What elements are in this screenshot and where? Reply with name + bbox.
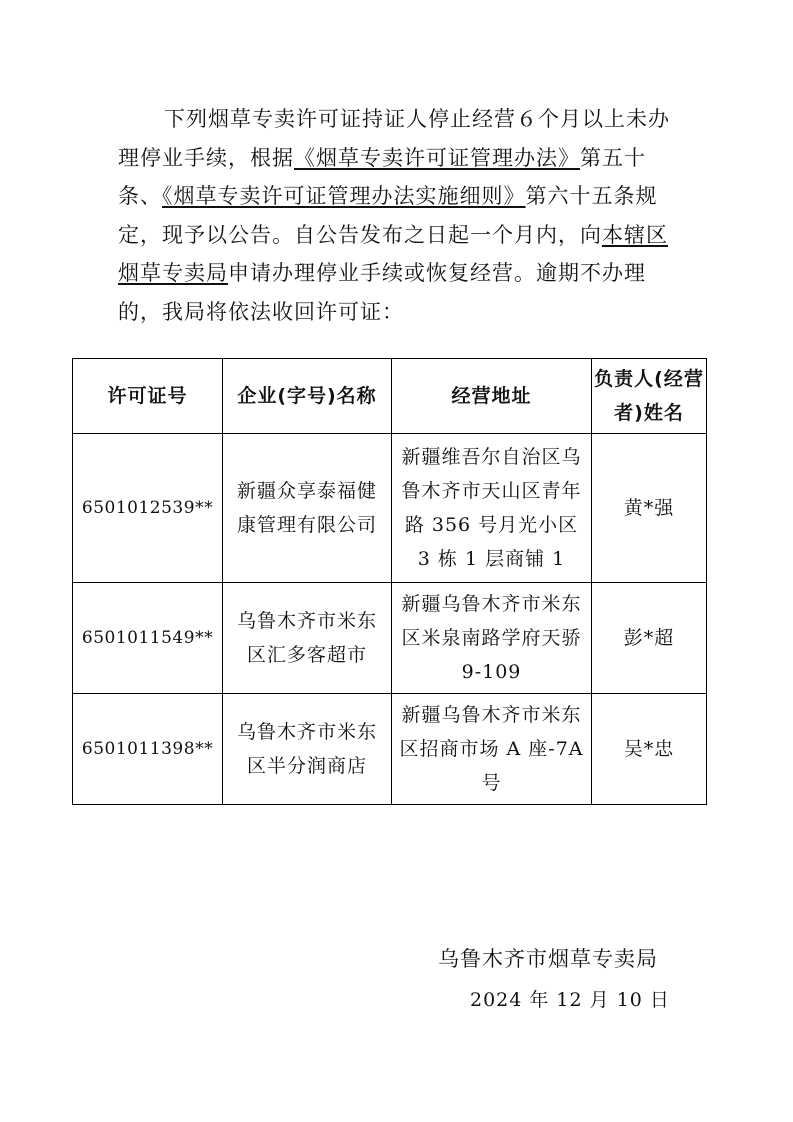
table-row [73,694,707,805]
notice-paragraph [118,100,678,331]
notice-text-1: 下列烟草专卖许可证持证人停止经营６个月以上未办理停业手续，根据 [118,107,670,170]
bureau-reference: 本辖区烟草专卖局 [118,222,668,285]
license-number-cell: 6501012539** [73,434,223,583]
business-name-cell: 新疆众享泰福健康管理有限公司 [223,434,392,583]
license-number-cell: 6501011398** [73,694,223,805]
notice-text-4: 申请办理停业手续或恢复经营。逾期不办理的，我局将依法收回许可证： [118,261,646,324]
header-business-address: 经营地址 [392,359,592,434]
address-cell: 新疆维吾尔自治区乌鲁木齐市天山区青年路 356 号月光小区 3 栋 1 层商铺 1 [392,434,592,583]
regulation-title-1: 《烟草专卖许可证管理办法》 [294,145,580,170]
issuer-name: 乌鲁木齐市烟草专卖局 [438,947,658,971]
notice-text-2: 第五十条、 [118,145,646,208]
person-name-cell: 黄*强 [592,434,707,583]
business-name-cell: 乌鲁木齐市米东区半分润商店 [223,694,392,805]
header-responsible-person: 负责人(经营者)姓名 [592,359,707,434]
regulation-title-2: 《烟草专卖许可证管理办法实施细则》 [162,184,526,208]
header-license-number: 许可证号 [73,359,223,434]
header-business-name: 企业(字号)名称 [223,359,392,434]
business-name-cell: 乌鲁木齐市米东区汇多客超市 [223,583,392,694]
person-name-cell: 彭*超 [592,583,707,694]
table-row [73,583,707,694]
notice-text-3: 第六十五条规定，现予以公告。自公告发布之日起一个月内，向 [118,184,658,247]
license-number-cell: 6501011549** [73,583,223,694]
table-row [73,434,707,583]
address-cell: 新疆乌鲁木齐市米东区米泉南路学府天骄 9-109 [392,583,592,694]
address-cell: 新疆乌鲁木齐市米东区招商市场 A 座-7A 号 [392,694,592,805]
permit-table [72,358,707,805]
person-name-cell: 吴*忠 [592,694,707,805]
table-header-row [73,359,707,434]
issue-date: 2024 年 12 月 10 日 [470,989,670,1011]
